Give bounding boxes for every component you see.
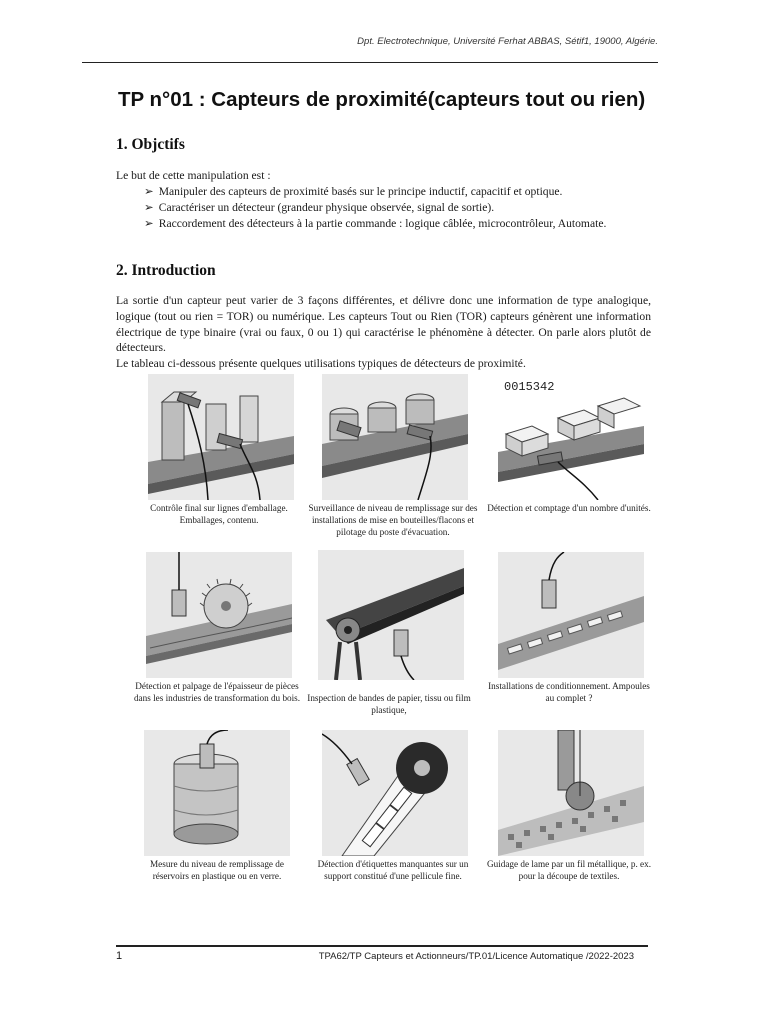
blade-guide-icon — [498, 730, 644, 856]
wood-saw-icon — [146, 552, 292, 678]
arrow-bullet-icon: ➢ — [144, 217, 154, 230]
arrow-bullet-icon: ➢ — [144, 185, 154, 198]
table-intro: Le tableau ci-dessous présente quelques utilisations typiques de détecteurs de proximité. — [116, 357, 526, 370]
label-roll-icon — [322, 730, 468, 856]
page-number: 1 — [116, 950, 123, 962]
unit-counting-icon — [498, 374, 644, 500]
figure-caption: Installations de conditionnement. Ampoules au complet ? — [488, 681, 650, 703]
paper-band-icon — [318, 550, 464, 676]
counter-display: 0015342 — [504, 380, 555, 394]
objectives-intro: Le but de cette manipulation est : — [116, 169, 271, 182]
bottle-filling-icon — [322, 374, 468, 500]
bullet-item — [144, 216, 651, 232]
figure-caption: Guidage de lame par un fil métallique, p. ex. pour la découpe de textiles. — [486, 859, 652, 881]
ampoule-tray-icon — [498, 552, 644, 678]
bullet-item — [144, 200, 651, 216]
introduction-paragraph: La sortie d'un capteur peut varier de 3 façons différentes, et délivre donc une information de type analogique, logique (tout ou rien = TOR) ou numérique. Les capteurs Tout ou Rien (TOR) capteurs génèrent une information électrique de type binaire (vrai ou faux, 0 ou 1) qui caractérise le phénomène à détecter. On parle alors plutôt de détecteurs. — [116, 294, 651, 355]
header-rule — [82, 62, 658, 63]
figure-caption: Détection d'étiquettes manquantes sur un support constitué d'une pellicule fine. — [317, 859, 469, 881]
figure-caption: Contrôle final sur lignes d'emballage. Emballages, contenu. — [150, 503, 288, 525]
bullet-text: Caractériser un détecteur (grandeur physique observée, signal de sortie). — [158, 201, 495, 214]
page-footer: TPA62/TP Capteurs et Actionneurs/TP.01/Licence Automatique /2022-2023 — [318, 951, 634, 962]
figure-caption: Mesure du niveau de remplissage de réservoirs en plastique ou en verre. — [150, 859, 284, 881]
packaging-line-icon — [148, 374, 294, 500]
figure-caption: Surveillance de niveau de remplissage sur des installations de mise en bouteilles/flacons et pilotage du poste d'évacuation. — [308, 503, 478, 537]
footer-rule — [116, 945, 648, 947]
bullet-text: Raccordement des détecteurs à la partie commande : logique câblée, microcontrôleur, Automate. — [158, 217, 607, 230]
arrow-bullet-icon: ➢ — [144, 201, 154, 214]
tank-level-icon — [144, 730, 290, 856]
page-header: Dpt. Electrotechnique, Université Ferhat ABBAS, Sétif1, 19000, Algérie. — [357, 36, 658, 47]
bullet-item — [144, 184, 651, 200]
figure-caption: Détection et palpage de l'épaisseur de pièces dans les industries de transformation du bois. — [133, 681, 301, 703]
figure-caption: Détection et comptage d'un nombre d'unités. — [487, 503, 651, 513]
section-heading-introduction: 2. Introduction — [116, 262, 216, 279]
figure-caption: Inspection de bandes de papier, tissu ou film plastique, — [307, 693, 471, 715]
document-title: TP n°01 : Capteurs de proximité(capteurs tout ou rien) — [118, 88, 646, 111]
section-heading-objectives: 1. Objctifs — [116, 136, 185, 153]
bullet-text: Manipuler des capteurs de proximité basés sur le principe inductif, capacitif et optique. — [158, 185, 563, 198]
